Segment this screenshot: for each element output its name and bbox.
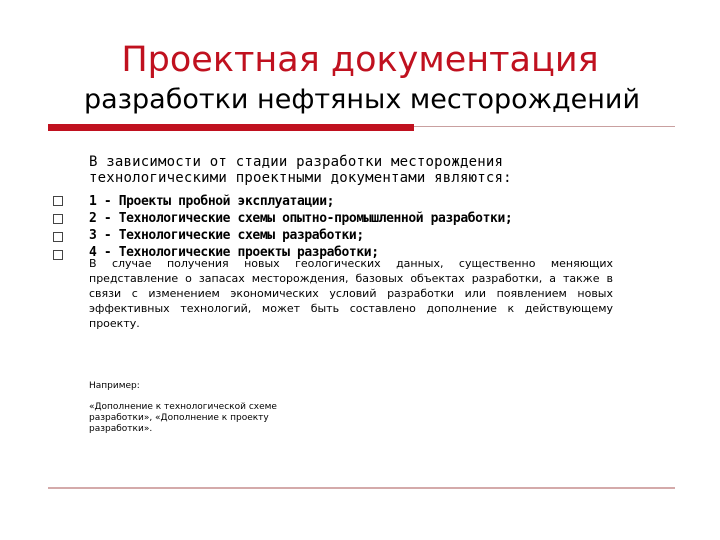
square-bullet-icon bbox=[53, 250, 63, 260]
slide-title: Проектная документация bbox=[121, 40, 599, 80]
supplement-paragraph: В случае получения новых геологических данных, существенно меняющих представление о запасах месторождения, базовых объектах разработки, а также в связи с изменением экономических условий разработки или появлением новых эффективных технологий, может быть составлено дополнение к действующему проекту. bbox=[89, 257, 613, 330]
intro-text bbox=[89, 154, 609, 186]
list-item: 2 - Технологические схемы опытно-промышленной разработки; bbox=[89, 211, 513, 226]
square-bullet-icon bbox=[53, 232, 63, 242]
list-item: 1 - Проекты пробной эксплуатации; bbox=[89, 194, 335, 209]
intro-line-2: технологическими проектными документами являются: bbox=[89, 170, 512, 186]
title-underline-bar bbox=[48, 124, 414, 131]
slide-subtitle: разработки нефтяных месторождений bbox=[84, 84, 640, 115]
example-text: «Дополнение к технологической схеме разработки», «Дополнение к проекту разработки». bbox=[89, 402, 277, 434]
title-divider-line bbox=[414, 126, 675, 127]
document-types-list bbox=[89, 193, 649, 261]
bottom-divider-line bbox=[48, 487, 675, 489]
square-bullet-icon bbox=[53, 214, 63, 224]
bullet-markers bbox=[53, 196, 63, 268]
list-item: 3 - Технологические схемы разработки; bbox=[89, 228, 364, 243]
intro-line-1: В зависимости от стадии разработки месторождения bbox=[89, 154, 504, 170]
list-item: 4 - Технологические проекты разработки; bbox=[89, 245, 379, 260]
square-bullet-icon bbox=[53, 196, 63, 206]
example-label: Например: bbox=[89, 381, 140, 391]
